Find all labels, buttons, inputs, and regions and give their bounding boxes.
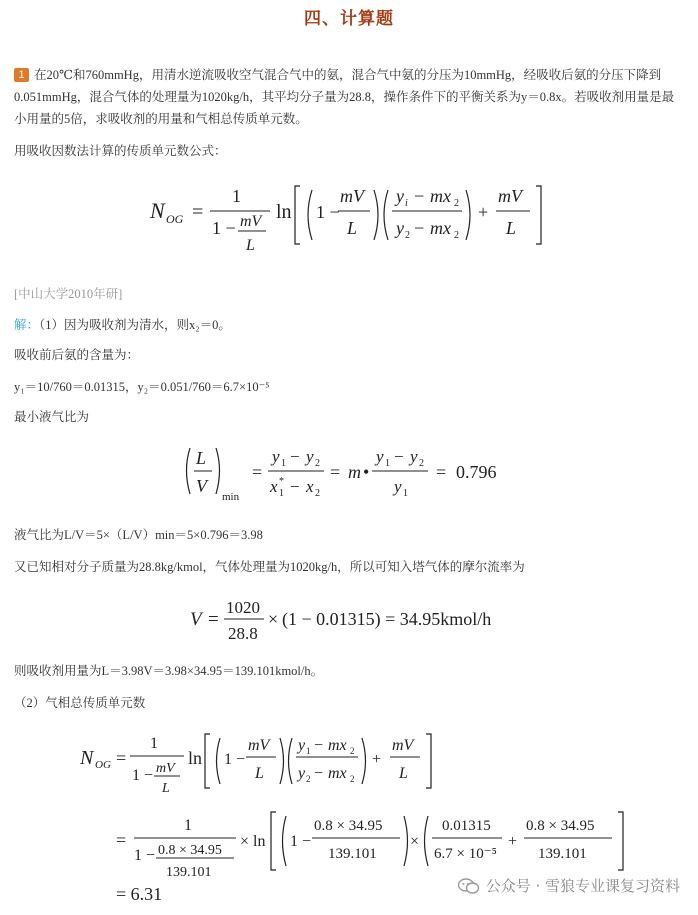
watermark [458, 875, 680, 896]
svg-text:=: = [116, 748, 127, 768]
svg-text:× ln: × ln [240, 833, 266, 850]
svg-text:2: 2 [306, 774, 311, 784]
source-note: [中山大学2010年研] [14, 287, 123, 301]
lv-ratio: 液气比为L/V＝5×（L/V）min＝5×0.796＝3.98 [14, 528, 263, 542]
svg-text:2: 2 [405, 230, 410, 241]
svg-text:L: L [162, 781, 170, 796]
svg-text:1: 1 [306, 746, 311, 756]
svg-text:1: 1 [232, 186, 241, 206]
formula-intro: 用吸收因数法计算的传质单元数公式： [14, 144, 227, 158]
svg-text:min: min [222, 491, 240, 503]
min-ratio-formula [180, 440, 540, 510]
svg-text:1 −: 1 − [316, 202, 340, 222]
fraction-a-numerator-3: 0.8 × 34.95 [526, 818, 595, 834]
fraction-b-numerator: 0.01315 [442, 818, 491, 834]
svg-text:*: * [279, 476, 284, 487]
svg-text:−: − [414, 218, 425, 238]
svg-text:2: 2 [350, 746, 355, 756]
molar-flow-formula [186, 593, 526, 649]
svg-text:y: y [298, 737, 306, 754]
svg-text:i: i [405, 198, 408, 209]
svg-text:2: 2 [315, 458, 320, 469]
svg-text:V: V [190, 609, 202, 630]
svg-text:mx: mx [430, 186, 451, 206]
svg-text:y: y [272, 447, 280, 466]
svg-text:mx: mx [328, 737, 347, 754]
svg-text:1: 1 [385, 458, 390, 469]
svg-text:mx: mx [430, 218, 451, 238]
svg-text:L: L [196, 448, 207, 468]
problem-text: 在20℃和760mmHg，用清水逆流吸收空气混合气中的氨，混合气中氨的分压为10mmHg，经吸收后氨的分压下降到0.051mmHg，混合气体的处理量为1020kg/h，其平均分子量为28.8，操作条件下的平衡关系为y＝0.8x。若吸收剂用量是最小用量的5倍，求吸收剂的用量和气相总传质单元数。 [14, 68, 675, 126]
svg-text:1: 1 [403, 488, 408, 499]
svg-text:OG: OG [166, 212, 184, 226]
svg-text:L: L [246, 237, 255, 254]
svg-text:y: y [396, 218, 404, 238]
svg-text:=: = [330, 462, 341, 482]
svg-text:mV: mV [240, 213, 262, 230]
svg-text:1: 1 [184, 817, 192, 834]
v-denominator: 28.8 [228, 624, 258, 643]
svg-text:−: − [414, 186, 425, 206]
svg-text:x: x [270, 477, 278, 496]
solution-step2: （2）气相总传质单元数 [14, 696, 146, 710]
svg-text:+: + [372, 751, 382, 768]
svg-text:y: y [410, 447, 418, 466]
svg-text:ln: ln [188, 748, 203, 768]
wechat-icon [458, 877, 480, 895]
svg-text:1 −: 1 − [212, 218, 236, 238]
svg-text:×: × [268, 609, 279, 629]
svg-text:OG: OG [95, 759, 111, 771]
svg-text:−: − [314, 765, 324, 782]
svg-text:×: × [410, 833, 420, 850]
svg-text:+: + [508, 833, 518, 850]
content-before-after: 吸收前后氨的含量为： [14, 348, 140, 362]
svg-text:mV: mV [498, 186, 522, 206]
v-expression: (1 − 0.01315) = 34.95kmol/h [282, 609, 492, 629]
svg-text:L: L [399, 765, 408, 782]
svg-text:N: N [150, 198, 165, 223]
absorbent-amount: 则吸收剂用量为L＝3.98V＝3.98×34.95＝139.101kmol/h。 [14, 664, 324, 678]
svg-text:m: m [348, 462, 361, 482]
fraction-a-denominator-2: 139.101 [328, 846, 377, 862]
svg-text:y: y [298, 765, 306, 782]
svg-text:L: L [347, 218, 358, 238]
svg-text:1: 1 [279, 488, 284, 499]
svg-text:1 −: 1 − [132, 767, 154, 784]
svg-text:1 −: 1 − [134, 847, 156, 864]
svg-text:2: 2 [454, 230, 459, 241]
flow-intro: 又已知相对分子质量为28.8kg/kmol，气体处理量为1020kg/h，所以可知入塔气体的摩尔流率为 [14, 560, 525, 574]
svg-text:−: − [290, 477, 300, 496]
svg-text:2: 2 [350, 774, 355, 784]
svg-text:1 −: 1 − [290, 833, 312, 850]
svg-text:mx: mx [328, 765, 347, 782]
v-numerator: 1020 [226, 598, 260, 617]
min-ratio-label: 最小液气比为 [14, 410, 90, 424]
svg-text:•: • [363, 462, 370, 482]
svg-text:mV: mV [248, 737, 270, 754]
svg-text:−: − [314, 737, 324, 754]
svg-text:y: y [376, 447, 384, 466]
fraction-b-denominator: 6.7 × 10⁻⁵ [434, 846, 497, 862]
solution-step1-text: （1）因为吸收剂为清水，则x₂＝0。 [39, 318, 231, 332]
svg-text:2: 2 [315, 488, 320, 499]
svg-text:y: y [306, 447, 314, 466]
svg-text:y: y [394, 477, 402, 496]
svg-text:L: L [506, 218, 517, 238]
svg-text:ln: ln [276, 201, 292, 223]
svg-text:2: 2 [454, 198, 459, 209]
fraction-a-denominator-3: 139.101 [538, 846, 587, 862]
svg-text:1: 1 [281, 458, 286, 469]
svg-text:=: = [192, 201, 204, 223]
svg-text:N: N [80, 747, 94, 769]
svg-text:mV: mV [340, 186, 364, 206]
svg-text:=: = [252, 462, 263, 482]
svg-text:x: x [306, 477, 314, 496]
svg-text:=: = [208, 609, 219, 630]
fraction-a-numerator: 0.8 × 34.95 [158, 843, 222, 858]
nog-formula [140, 178, 560, 268]
y-values: y₁＝10/760＝0.01315，y₂＝0.051/760＝6.7×10⁻⁵ [14, 380, 270, 394]
watermark-text: 公众号 · 雪狼专业课复习资料 [485, 877, 680, 895]
svg-text:−: − [290, 447, 300, 466]
svg-text:+: + [478, 202, 489, 222]
svg-text:=: = [116, 830, 127, 850]
svg-text:mV: mV [156, 761, 175, 776]
fraction-a-denominator: 139.101 [166, 865, 212, 880]
min-ratio-result: 0.796 [456, 462, 497, 482]
section-title: 四、计算题 [304, 9, 394, 29]
svg-text:y: y [396, 186, 404, 206]
problem-number-badge: 1 [14, 68, 29, 82]
solution-label: 解： [14, 318, 40, 332]
svg-text:2: 2 [419, 458, 424, 469]
final-result: = 6.31 [116, 884, 163, 904]
problem-statement [14, 64, 682, 130]
svg-text:−: − [394, 447, 404, 466]
svg-text:1 −: 1 − [224, 751, 246, 768]
svg-text:L: L [255, 765, 264, 782]
svg-text:mV: mV [392, 737, 414, 754]
svg-text:V: V [196, 476, 207, 496]
svg-text:1: 1 [150, 735, 158, 752]
svg-text:=: = [436, 462, 447, 482]
fraction-a-numerator-2: 0.8 × 34.95 [314, 818, 383, 834]
solution-step1 [14, 314, 682, 336]
